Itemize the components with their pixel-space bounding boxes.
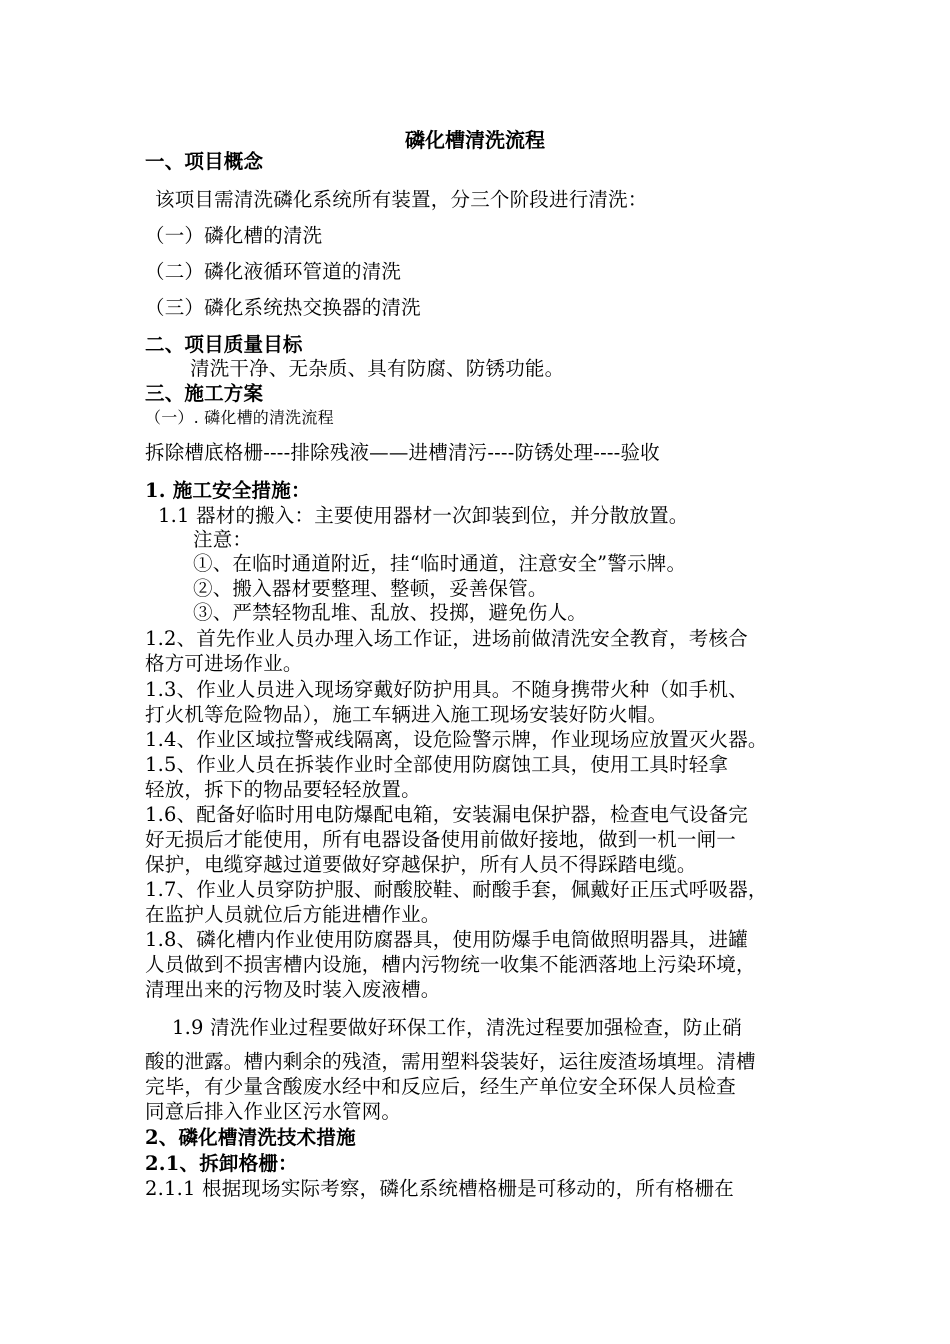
item-1-9-line-2: 酸的泄露。槽内剩余的残渣，需用塑料袋装好，运往废渣场填埋。清槽 [145, 1050, 756, 1073]
stage-1: （一）磷化槽的清洗 [145, 224, 323, 247]
heading-remove-grating: 2.1、拆卸格栅： [145, 1152, 298, 1175]
heading-project-concept: 一、项目概念 [145, 150, 264, 173]
item-1-8-line-3: 清理出来的污物及时装入废液槽。 [145, 978, 441, 1001]
intro-text: 该项目需清洗磷化系统所有装置，分三个阶段进行清洗： [155, 188, 648, 211]
note-label: 注意： [193, 528, 253, 551]
item-1-2-line-2: 格方可进场作业。 [145, 652, 303, 675]
quality-text: 清洗干净、无杂质、具有防腐、防锈功能。 [190, 357, 565, 380]
heading-technical-measures: 2、磷化槽清洗技术措施 [145, 1126, 356, 1149]
item-1-9-line-3: 完毕，有少量含酸废水经中和反应后，经生产单位安全环保人员检查 [145, 1075, 737, 1098]
item-1-5-line-1: 1.5、作业人员在拆装作业时全部使用防腐蚀工具，使用工具时轻拿 [145, 753, 729, 776]
stage-2: （二）磷化液循环管道的清洗 [145, 260, 402, 283]
heading-quality-goal: 二、项目质量目标 [145, 333, 303, 356]
heading-safety-measures: 1. 施工安全措施： [145, 479, 311, 502]
item-1-3-line-2: 打火机等危险物品），施工车辆进入施工现场安装好防火帽。 [145, 703, 668, 726]
item-1-4: 1.4、作业区域拉警戒线隔离，设危险警示牌，作业现场应放置灭火器。 [145, 728, 768, 751]
item-1-9-line-4: 同意后排入作业区污水管网。 [145, 1100, 402, 1123]
item-1-8-line-2: 人员做到不损害槽内设施，槽内污物统一收集不能洒落地上污染环境， [145, 953, 756, 976]
note-1: ①、在临时通道附近，挂“临时通道，注意安全”警示牌。 [193, 552, 687, 575]
item-1-6-line-1: 1.6、配备好临时用电防爆配电箱，安装漏电保护器，检查电气设备完 [145, 803, 748, 826]
item-1-7-line-1: 1.7、作业人员穿防护服、耐酸胶鞋、耐酸手套，佩戴好正压式呼吸器， [145, 878, 768, 901]
item-1-5-line-2: 轻放，拆下的物品要轻轻放置。 [145, 778, 421, 801]
item-1-6-line-3: 保护，电缆穿越过道要做好穿越保护，所有人员不得踩踏电缆。 [145, 853, 697, 876]
stage-3: （三）磷化系统热交换器的清洗 [145, 296, 421, 319]
item-1-8-line-1: 1.8、磷化槽内作业使用防腐器具，使用防爆手电筒做照明器具，进罐 [145, 928, 748, 951]
subheading-tank-cleaning: （一）. 磷化槽的清洗流程 [145, 408, 334, 427]
doc-title: 磷化槽清洗流程 [405, 128, 545, 152]
item-1-9-line-1: 1.9 清洗作业过程要做好环保工作，清洗过程要加强检查，防止硝 [172, 1016, 742, 1039]
note-2: ②、搬入器材要整理、整顿，妥善保管。 [193, 577, 548, 600]
note-3: ③、严禁轻物乱堆、乱放、投掷，避免伤人。 [193, 601, 588, 624]
item-1-7-line-2: 在监护人员就位后方能进槽作业。 [145, 903, 441, 926]
process-flow: 拆除槽底格栅----排除残液——进槽清污----防锈处理----验收 [145, 441, 660, 464]
item-1-3-line-1: 1.3、作业人员进入现场穿戴好防护用具。不随身携带火种（如手机、 [145, 678, 748, 701]
item-1-1: 1.1 器材的搬入：主要使用器材一次卸装到位，并分散放置。 [158, 504, 689, 527]
item-1-6-line-2: 好无损后才能使用，所有电器设备使用前做好接地，做到一机一闸一 [145, 828, 737, 851]
item-2-1-1: 2.1.1 根据现场实际考察，磷化系统槽格栅是可移动的，所有格栅在 [145, 1177, 734, 1200]
item-1-2-line-1: 1.2、首先作业人员办理入场工作证，进场前做清洗安全教育，考核合 [145, 627, 748, 650]
heading-construction-plan: 三、施工方案 [145, 382, 264, 405]
